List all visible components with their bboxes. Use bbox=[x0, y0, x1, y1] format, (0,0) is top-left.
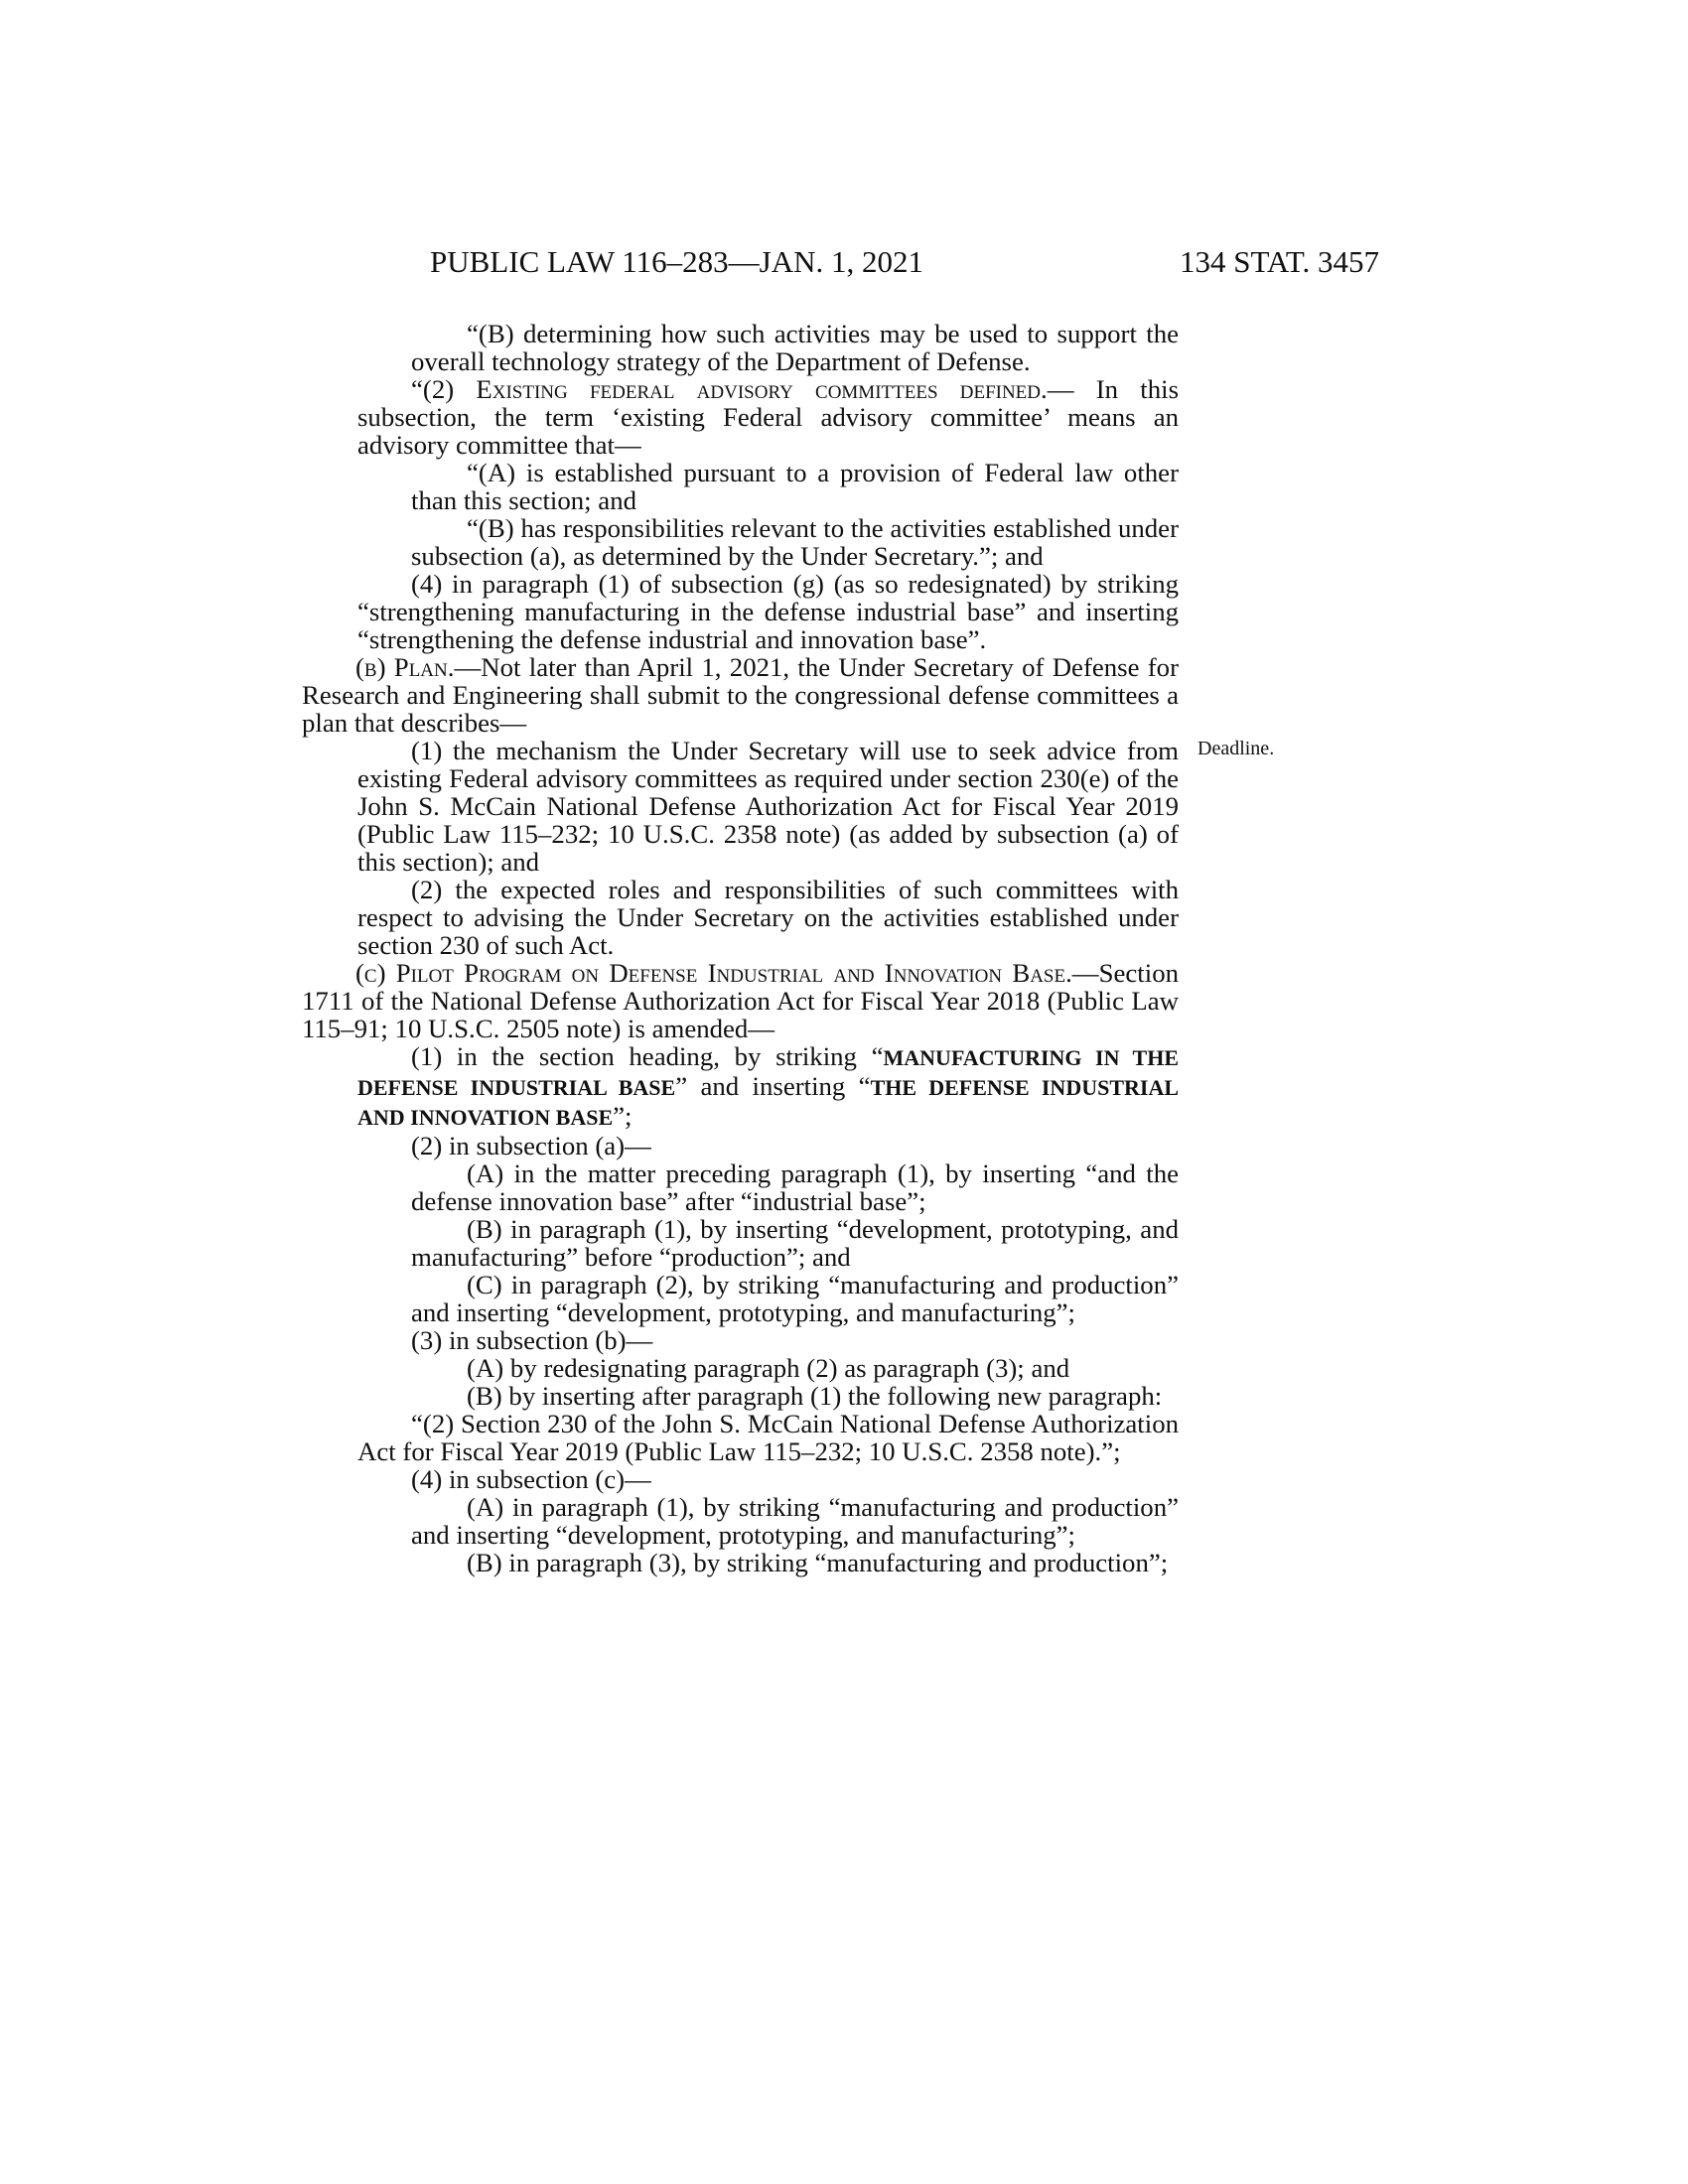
bold-heading-text: MANUFACTURING IN THE DEFENSE INDUSTRIAL BASE bbox=[357, 1045, 1179, 1100]
stat-page-number: 134 STAT. 3457 bbox=[1179, 244, 1379, 279]
paragraph-text: (4) in paragraph (1) of subsection (g) (as so redesignated) by striking “strengthening manufacturing in the defense industrial base” and inserting “strengthening the defense industrial and innovation base”. bbox=[357, 569, 1179, 654]
paragraph bbox=[302, 1271, 1179, 1326]
subsection-heading: “(2) Existing federal advisory committees defined.— bbox=[411, 374, 1074, 404]
paragraph bbox=[302, 1160, 1179, 1215]
paragraph-text: (A) in paragraph (1), by striking “manufacturing and production” and inserting “development, prototyping, and manufacturing”; bbox=[411, 1492, 1179, 1550]
paragraph-text: “(B) has responsibilities relevant to the activities established under subsection (a), as determined by the Under Secretary.”; and bbox=[411, 513, 1179, 571]
paragraph-text: (C) in paragraph (2), by striking “manufacturing and production” and inserting “development, prototyping, and manufacturing”; bbox=[411, 1270, 1179, 1327]
page-title: PUBLIC LAW 116–283—JAN. 1, 2021 bbox=[430, 244, 923, 279]
paragraph-text: (A) in the matter preceding paragraph (1), by inserting “and the defense innovation base” after “industrial base”; bbox=[411, 1159, 1179, 1216]
paragraph bbox=[302, 1042, 1179, 1132]
paragraph bbox=[302, 570, 1179, 653]
subsection-heading: (c) Pilot Program on Defense Industrial and Innovation Base.— bbox=[355, 958, 1099, 988]
paragraph bbox=[302, 876, 1179, 959]
paragraph bbox=[302, 737, 1179, 876]
paragraph bbox=[302, 1465, 1179, 1493]
paragraph-text: ” and inserting “ bbox=[675, 1071, 871, 1101]
paragraph bbox=[302, 1215, 1179, 1271]
paragraph bbox=[302, 1354, 1179, 1382]
paragraph-text: Not later than April 1, 2021, the Under Secretary of Defense for Research and Engineering shall submit to the congressional defense committees a plan that describes— bbox=[302, 652, 1180, 738]
paragraph bbox=[302, 1326, 1179, 1354]
paragraph bbox=[302, 653, 1179, 737]
paragraph bbox=[302, 1410, 1179, 1465]
paragraph-text: “(2) Section 230 of the John S. McCain National Defense Authorization Act for Fiscal Year 2019 (Public Law 115–232; 10 U.S.C. 2358 note).”; bbox=[357, 1409, 1179, 1466]
paragraph bbox=[302, 320, 1179, 375]
paragraph-text: “(A) is established pursuant to a provision of Federal law other than this section; and bbox=[411, 458, 1179, 515]
margin-note-deadline: Deadline. bbox=[1197, 738, 1275, 759]
paragraph bbox=[302, 959, 1179, 1042]
paragraph bbox=[302, 1382, 1179, 1410]
subsection-heading: (b) Plan.— bbox=[355, 652, 482, 682]
paragraph-text: (3) in subsection (b)— bbox=[411, 1325, 653, 1355]
bold-heading-text: THE DEFENSE INDUSTRIAL AND INNOVATION BASE bbox=[357, 1075, 1180, 1130]
page-header bbox=[430, 244, 1688, 284]
statute-text bbox=[302, 320, 1179, 1576]
paragraph-text: “(B) determining how such activities may be used to support the overall technology strategy of the Department of Defense. bbox=[411, 319, 1179, 376]
paragraph-text: Section 1711 of the National Defense Authorization Act for Fiscal Year 2018 (Public Law 115–91; 10 U.S.C. 2505 note) is amended— bbox=[302, 958, 1179, 1043]
paragraph-text: (1) in the section heading, by striking “ bbox=[411, 1041, 884, 1071]
paragraph-text: (1) the mechanism the Under Secretary will use to seek advice from existing Federal advisory committees as required under section 230(e) of the John S. McCain National Defense Authorization Act for Fiscal Year 2019 (Public Law 115–232; 10 U.S.C. 2358 note) (as added by subsection (a) of this section); and bbox=[357, 736, 1179, 877]
paragraph-text: (2) in subsection (a)— bbox=[411, 1131, 651, 1160]
paragraph-text: In this subsection, the term ‘existing Federal advisory committee’ means an advisory committee that— bbox=[357, 374, 1180, 460]
paragraph-text: (A) by redesignating paragraph (2) as paragraph (3); and bbox=[467, 1353, 1070, 1383]
paragraph-text: (2) the expected roles and responsibilities of such committees with respect to advising the Under Secretary on the activities established under section 230 of such Act. bbox=[357, 875, 1179, 960]
paragraph bbox=[302, 1132, 1179, 1160]
paragraph bbox=[302, 1493, 1179, 1549]
paragraph bbox=[302, 1549, 1179, 1576]
paragraph-text: (B) by inserting after paragraph (1) the following new paragraph: bbox=[467, 1381, 1163, 1411]
paragraph-text: ”; bbox=[613, 1101, 633, 1131]
paragraph bbox=[302, 514, 1179, 570]
paragraph-text: (B) in paragraph (3), by striking “manufacturing and production”; bbox=[467, 1548, 1169, 1577]
paragraph-text: (4) in subsection (c)— bbox=[411, 1464, 651, 1494]
paragraph-text: (B) in paragraph (1), by inserting “development, prototyping, and manufacturing” before “production”; and bbox=[411, 1214, 1179, 1272]
paragraph bbox=[302, 375, 1179, 459]
paragraph bbox=[302, 459, 1179, 514]
